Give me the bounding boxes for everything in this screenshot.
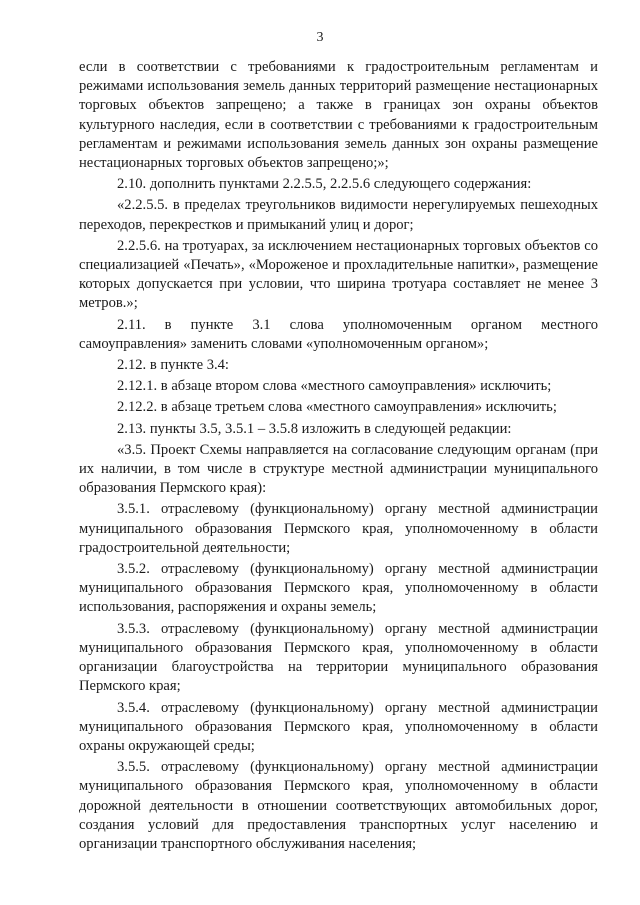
paragraph-p10: 3.5.1. отраслевому (функциональному) органу местной администрации муниципального образования Пермского края, уполномоченному в области градостроительной деятельности;	[79, 501, 598, 556]
paragraph-p7: 2.12.2. в абзаце третьем слова «местного самоуправления» исключить;	[117, 399, 557, 416]
paragraph-p3: 2.2.5.6. на тротуарах, за исключением нестационарных торговых объектов со специализацией «Печать», «Мороженое и прохладительные напитки», размещение которых допускается при условии, что ширина тротуара составляет не менее 3 метров.»;	[79, 237, 598, 312]
paragraph-p4: 2.11. в пункте 3.1 слова уполномоченным органом местного самоуправления» заменить словами «уполномоченным органом»;	[79, 316, 598, 352]
paragraph-p0: если в соответствии с требованиями к градостроительным регламентам и режимами использования земель данных территорий размещение нестационарных торговых объектов запрещено; а также в границах зон охраны объектов культурного наследия, если в соответствии с требованиями к градостроительным регламентам и режимами использования земель данных зон охраны размещение нестационарных торговых объектов запрещено;»;	[79, 59, 598, 172]
page-number: 3	[316, 30, 324, 45]
paragraph-p11: 3.5.2. отраслевому (функциональному) органу местной администрации муниципального образования Пермского края, уполномоченному в области использования, распоряжения и охраны земель;	[79, 561, 598, 616]
paragraph-p8: 2.13. пункты 3.5, 3.5.1 – 3.5.8 изложить в следующей редакции:	[117, 420, 512, 437]
paragraph-p1: 2.10. дополнить пунктами 2.2.5.5, 2.2.5.6 следующего содержания:	[117, 176, 532, 193]
paragraph-p2: «2.2.5.5. в пределах треугольников видимости нерегулируемых пешеходных переходов, перекрестков и примыканий улиц и дорог;	[79, 197, 598, 233]
paragraph-p6: 2.12.1. в абзаце втором слова «местного самоуправления» исключить;	[117, 378, 552, 395]
paragraph-p5: 2.12. в пункте 3.4:	[117, 357, 229, 374]
document-body	[79, 58, 598, 854]
paragraph-p12: 3.5.3. отраслевому (функциональному) органу местной администрации муниципального образования Пермского края, уполномоченному в области организации благоустройства на территории муниципального образования Пермского края;	[79, 620, 598, 695]
paragraph-p9: «3.5. Проект Схемы направляется на согласование следующим органам (при их наличии, в том числе в структуре местной администрации муниципального образования Пермского края):	[79, 441, 598, 497]
paragraph-p14: 3.5.5. отраслевому (функциональному) органу местной администрации муниципального образования Пермского края, уполномоченному в области дорожной деятельности в отношении соответствующих автомобильных дорог, создания условий для предоставления транспортных услуг населению и организации транспортного обслуживания населения;	[79, 759, 598, 852]
paragraph-p13: 3.5.4. отраслевому (функциональному) органу местной администрации муниципального образования Пермского края, уполномоченному в области охраны окружающей среды;	[79, 699, 598, 754]
